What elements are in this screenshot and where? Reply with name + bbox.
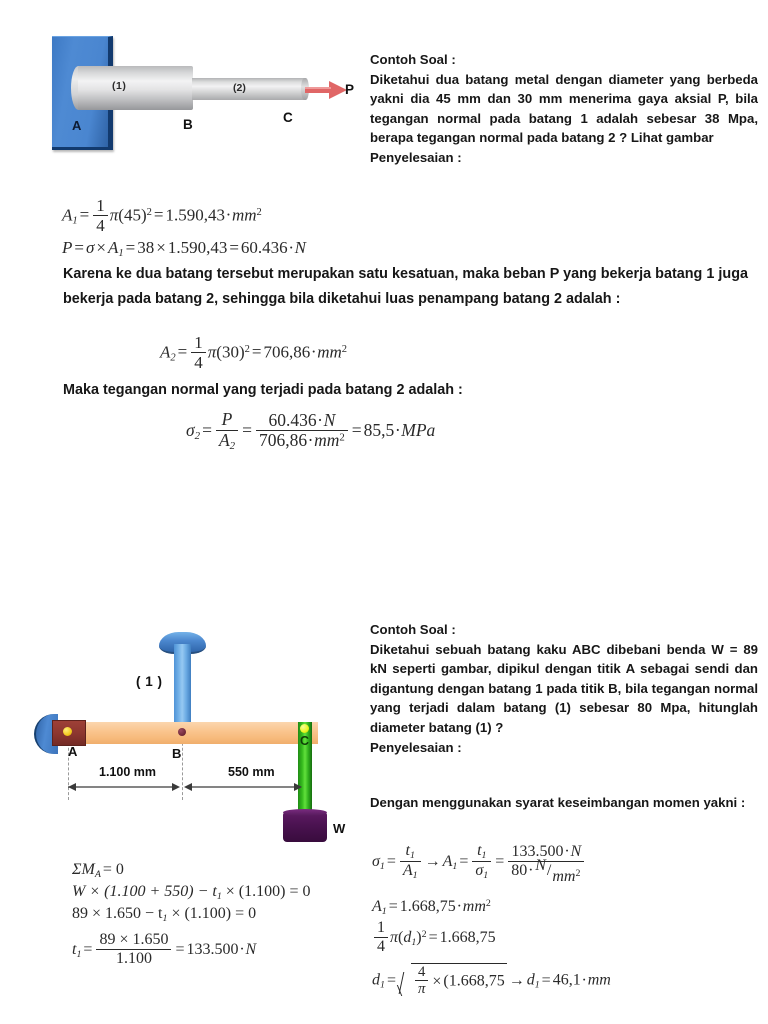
eq3-lhs: A [160, 342, 171, 362]
eq1-pi-exp: 2 [146, 206, 152, 218]
eq12-times-val: (1.668,75 [443, 972, 505, 990]
eq12-unit: mm [587, 971, 611, 989]
dimension-arrows [60, 780, 310, 794]
equation-force-p: $P = \sigma \times A_1 = 38 \times 1.590,43 = 60.436\cdot N$ [62, 238, 306, 259]
eq8-num: 89 × 1.650 [99, 931, 169, 948]
figure1-label-force-p: P [345, 82, 355, 97]
eq9-num-val: 133.500 [511, 842, 564, 860]
eq2-unit: N [294, 238, 306, 257]
equation-d1-final: $d_1$ = $\frac{4}{\pi}$ × ($1.668,75 \to d_1 = 46,1\cdot mm$ [372, 964, 611, 998]
eq2-a-sub: 1 [118, 247, 124, 259]
eq4-den1: A [218, 429, 230, 450]
eq12-rad-den: π [417, 981, 426, 998]
eq6-text2: × (1.100) = 0 [221, 883, 311, 900]
eq5-equals: = 0 [102, 861, 124, 878]
weight-block [283, 812, 327, 842]
pin-joint-dot [63, 727, 72, 736]
eq9-sigma-sub: 1 [379, 860, 385, 872]
figure1-label-segment1: (1) [112, 80, 127, 92]
eq8-lhs-sub: 1 [76, 948, 82, 960]
eq8-den: 1.100 [96, 949, 171, 968]
figure1-label-segment2: (2) [233, 82, 246, 94]
eq5-sub: A [94, 868, 101, 880]
shaft-segment1 [78, 66, 193, 110]
eq2-times: × [96, 238, 106, 257]
eq11-result: 1.668,75 [439, 929, 496, 947]
eq2-sigma: σ [85, 238, 95, 257]
rod1-joint-dot [178, 728, 186, 736]
eq4-sigma: σ [186, 419, 195, 440]
eq8-lhs: t [72, 941, 77, 959]
eq1-lhs: A [62, 205, 73, 225]
eq12-result: 46,1 [552, 971, 581, 989]
dimension-label-right: 550 mm [228, 765, 275, 779]
eq1-result: 1.590,43 [165, 205, 225, 225]
figure1-label-c: C [283, 110, 293, 125]
eq2-result: 60.436 [240, 238, 288, 257]
equation-quarter-pi-d: $\frac{1}{4}$ $\pi(d_1)^2 = 1.668,75$ [372, 920, 496, 957]
problem1-solution-heading: Penyelesaian : [370, 149, 462, 165]
eq12-lhs: d [372, 971, 380, 989]
equation-t1: $t_1$ = $\frac{89 \times 1.650}{1.100}$ = 133.500·N [72, 931, 257, 967]
equation-area-2: $A_2$ = $\frac{1}{4}$ $\pi(30)^2 = 706,86\cdot mm^2$ [160, 333, 348, 373]
problem1-text-block [370, 50, 758, 168]
eq1-num: 1 [96, 196, 105, 215]
equation-sigma-2: $\sigma_2$ = $\frac{P}{A_2}$ = $\frac{60.436\cdot N}{706,86\cdot mm^2}$ = 85,5·MPa [186, 409, 436, 452]
equation-a1-result: $A_1 = 1.668,75\cdot mm^2$ [372, 898, 491, 917]
eq9-den-den-unit: mm [552, 868, 576, 886]
eq10-unit: mm [462, 898, 486, 916]
eq9-den-num-unit: N [535, 857, 546, 875]
eq4-num2-unit: N [323, 409, 336, 430]
eq2-val1: 38 [137, 238, 155, 257]
eq3-result: 706,86 [263, 342, 311, 362]
figure2-label-a: A [68, 744, 78, 759]
eq5-sum: ΣM [72, 861, 95, 878]
figure2-label-b: B [172, 746, 182, 761]
eq7-text: 89 × 1.650 − t [72, 905, 163, 922]
equation-moment-numbers [72, 905, 256, 924]
equation-area-1: $A_1$ = $\frac{1}{4}$ $\pi(45)^2 = 1.590,43\cdot mm^2$ [62, 196, 262, 236]
eq11-exp: 2 [421, 928, 427, 940]
eq10-result: 1.668,75 [399, 898, 456, 916]
figure1-label-a: A [72, 118, 82, 133]
rigid-beam [58, 722, 318, 744]
eq7-sub: 1 [162, 912, 168, 924]
eq3-num: 1 [194, 333, 203, 352]
figure-stepped-shaft [0, 0, 360, 180]
eq9-sigma: σ [372, 853, 380, 871]
eq12-arrow: → [508, 971, 525, 989]
eq10-lhs: A [372, 898, 382, 916]
eq4-sigma-sub: 2 [194, 429, 201, 442]
eq9-den-den-unit-exp: 2 [575, 867, 581, 879]
problem1-middle-text: Karena ke dua batang tersebut merupakan satu kesatuan, maka beban P yang bekerja batang 1 juga bekerja pada batang 2, sehingga bila diketahui luas penampang batang 2 adalah : [63, 266, 748, 307]
eq3-den: 4 [191, 352, 206, 372]
eq11-den: 4 [374, 937, 388, 956]
eq4-den2-unit: mm [314, 430, 340, 451]
dimension-label-left: 1.100 mm [99, 765, 156, 779]
problem2-statement: Diketahui sebuah batang kaku ABC dibebani benda W = 89 kN seperti gambar, dipikul dengan titik A sebagai sendi dan digantung dengan batang 1 pada titik B, bila tegangan normal yang terjadi dalam batang (1) sebesar 80 Mpa, hitunglah diameter batang (1) ? [370, 641, 758, 735]
eq8-result: 133.500 [186, 941, 239, 959]
eq3-lhs-sub: 2 [170, 352, 176, 364]
eq4-den2-unit-exp: 2 [339, 431, 345, 444]
equation-moment-expand [72, 883, 310, 902]
equation-sigma-1: $\sigma_1$ = $\frac{t_1}{A_1}$ → $A_1$ = $\frac{t_1}{\sigma_1}$ = $\frac{133.500\cdot N}{80\cdot N/mm^2}$ [372, 843, 586, 882]
problem2-solution-heading: Penyelesaian : [370, 739, 462, 755]
eq12-rad-num: 4 [417, 964, 426, 980]
eq4-den1-sub: 2 [229, 439, 236, 452]
eq9-arrow: → [424, 853, 441, 871]
eq4-result: 85,5 [363, 419, 395, 440]
problem1-statement: Diketahui dua batang metal dengan diameter yang berbeda yakni dia 45 mm dan 30 mm menerima gaya aksial P, bila tegangan normal pada batang 1 adalah sebesar 38 Mpa, berapa tegangan normal pada batang 2 ? Lihat gambar [370, 71, 758, 146]
eq1-den: 4 [93, 215, 108, 235]
eq8-unit: N [245, 941, 257, 959]
eq3-pi-exp: 2 [244, 343, 250, 355]
eq1-pi-arg: (45) [118, 205, 147, 225]
figure1-label-b: B [183, 117, 193, 132]
eq1-unit: mm [231, 205, 257, 225]
problem1-heading: Contoh Soal : [370, 52, 456, 67]
figure2-label-rod1: ( 1 ) [136, 674, 163, 689]
problem2-heading: Contoh Soal : [370, 622, 456, 637]
figure-rigid-beam-abc [0, 600, 360, 860]
eq12-result-sub: 1 [534, 979, 540, 991]
eq4-num2: 60.436 [268, 409, 317, 430]
eq9-a: A [402, 861, 413, 879]
eq6-sub: 1 [216, 890, 222, 902]
figure2-label-w: W [333, 821, 346, 836]
eq11-var: d [403, 929, 412, 947]
eq1-unit-exp: 2 [256, 206, 262, 218]
force-arrow-icon [305, 80, 349, 105]
eq10-lhs-sub: 1 [381, 905, 387, 917]
eq1-lhs-sub: 1 [72, 215, 78, 227]
eq11-var-sub: 1 [411, 936, 417, 948]
eq12-result-lhs: d [526, 971, 535, 989]
eq9-den-val: 80 [511, 861, 528, 879]
problem1-after-text: Maka tegangan normal yang terjadi pada batang 2 adalah : [63, 382, 463, 398]
eq2-val2: 1.590,43 [167, 238, 228, 257]
figure2-label-c: C [300, 734, 310, 748]
eq4-result-unit: MPa [401, 419, 436, 440]
eq7-text2: × (1.100) = 0 [167, 905, 257, 922]
eq11-num: 1 [377, 919, 385, 936]
eq9-a-sub: 1 [412, 869, 418, 881]
eq10-unit-exp: 2 [485, 898, 491, 909]
eq2-lhs: P [62, 238, 73, 257]
problem2-text-block [370, 620, 758, 757]
eq9-t-sub: 1 [409, 849, 415, 861]
eq3-unit: mm [317, 342, 342, 362]
joint-dot-c [300, 724, 309, 733]
eq4-num1: P [221, 409, 233, 429]
eq3-unit-exp: 2 [341, 343, 348, 355]
shaft-segment2 [192, 78, 306, 100]
eq12-lhs-sub: 1 [380, 979, 385, 991]
eq9-num-unit: N [570, 842, 582, 860]
eq6-text: W × (1.100 + 550) − t [72, 883, 217, 900]
equation-moment-sum [72, 861, 126, 880]
problem2-solution-intro: Dengan menggunakan syarat keseimbangan momen yakni : [370, 795, 746, 810]
eq3-pi-arg: (30) [216, 342, 245, 362]
eq9-t: t [405, 842, 410, 859]
eq4-den2: 706,86 [258, 430, 308, 451]
